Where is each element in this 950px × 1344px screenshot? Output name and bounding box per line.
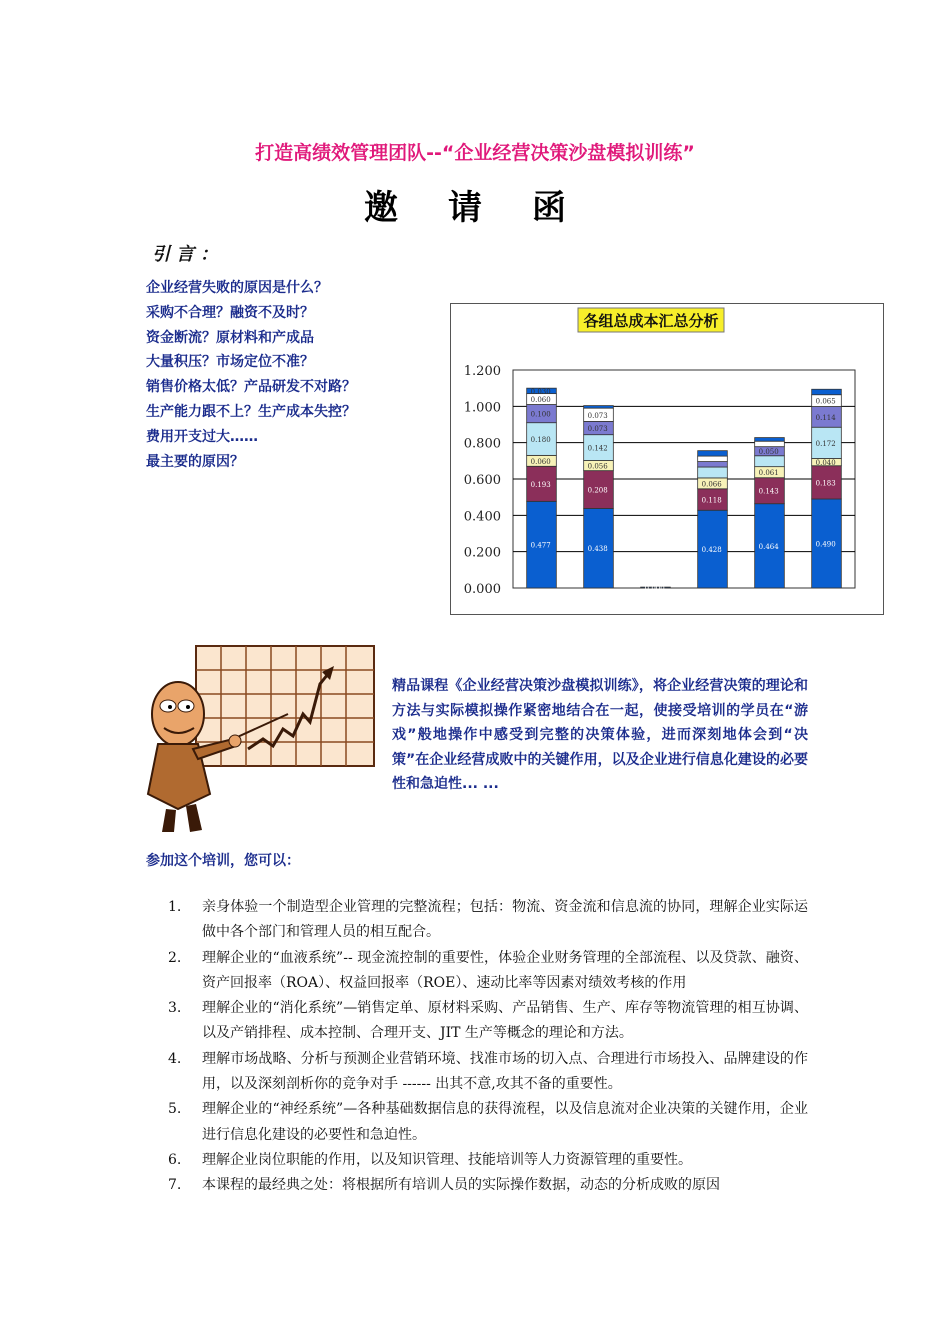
cost-chart xyxy=(450,303,884,615)
bar-segment xyxy=(698,456,728,461)
data-label: 0.060 xyxy=(530,457,551,466)
chart-title: 各组总成本汇总分析 xyxy=(583,312,719,330)
list-item xyxy=(168,946,808,997)
y-tick-label: 0.400 xyxy=(463,509,501,525)
y-tick-label: 0.200 xyxy=(463,545,501,561)
list-text: 本课程的最经典之处：将根据所有培训人员的实际操作数据，动态的分析成败的原因 xyxy=(202,1177,720,1194)
question-item: 大量积压？市场定位不准？ xyxy=(146,354,314,371)
list-item xyxy=(168,895,808,946)
page-title: 邀请函 xyxy=(364,188,616,228)
bar-segment xyxy=(755,456,785,467)
data-label: 0.000 xyxy=(644,584,665,593)
y-tick-label: 0.800 xyxy=(463,436,501,452)
list-text: 理解企业的“血液系统”-- 现金流控制的重要性，体验企业财务管理的全部流程、以及贷款、融资、资产回报率（ROA）、权益回报率（ROE）、速动比率等因素对绩效考核的作用 xyxy=(202,949,808,991)
question-item: 最主要的原因？ xyxy=(146,453,244,470)
list-number: 6. xyxy=(168,1151,182,1168)
data-label: 0.040 xyxy=(815,459,836,468)
cost-chart-svg xyxy=(451,304,883,614)
list-text: 理解企业岗位职能的作用，以及知识管理、技能培训等人力资源管理的重要性。 xyxy=(202,1151,692,1168)
question-item: 采购不合理？融资不及时？ xyxy=(146,304,314,321)
y-tick-label: 0.600 xyxy=(463,473,501,488)
question-item: 企业经营失败的原因是什么？ xyxy=(146,280,328,296)
page-subtitle: 打造高绩效管理团队--“企业经营决策沙盘模拟训练” xyxy=(255,142,695,164)
data-label: 0.030 xyxy=(530,387,551,396)
data-label: 0.142 xyxy=(587,444,608,453)
list-text: 理解市场战略、分析与预测企业营销环境、找准市场的切入点、合理进行市场投入、品牌建设的作用，以及深刻剖析你的竞争对手 ------ 出其不意,攻其不备的重要性。 xyxy=(202,1050,808,1093)
question-list xyxy=(146,276,356,474)
data-label: 0.183 xyxy=(815,479,836,488)
bar-segment xyxy=(698,451,728,456)
question-item: 生产能力跟不上？生产成本失控？ xyxy=(146,403,356,420)
data-label: 0.118 xyxy=(701,496,722,505)
benefits-heading: 参加这个培训，您可以： xyxy=(146,853,300,869)
data-label: 0.193 xyxy=(530,480,551,489)
data-label: 0.100 xyxy=(530,410,551,419)
y-tick-label: 0.000 xyxy=(463,582,501,597)
data-label: 0.490 xyxy=(815,540,836,549)
list-text: 亲身体验一个制造型企业管理的完整流程；包括：物流、资金流和信息流的协同，理解企业实际运做中各个部门和管理人员的相互配合。 xyxy=(202,899,808,941)
list-item xyxy=(168,1173,808,1198)
list-number: 5. xyxy=(168,1101,182,1118)
bar-segment xyxy=(755,438,785,442)
question-item: 费用开支过大…… xyxy=(146,428,258,445)
y-tick-label: 1.000 xyxy=(463,400,501,416)
bar-segment xyxy=(698,462,728,467)
presenter-chart-icon xyxy=(138,644,378,834)
data-label: 0.438 xyxy=(587,545,608,554)
list-text: 理解企业的“消化系统”—销售定单、原材料采购、产品销售、生产、库存等物流管理的相互协调、以及产销排程、成本控制、合理开支、JIT 生产等概念的理论和方法。 xyxy=(202,1000,808,1042)
list-number: 1. xyxy=(168,899,182,915)
data-label: 0.180 xyxy=(530,436,551,445)
data-label: 0.114 xyxy=(815,413,836,422)
data-label: 0.143 xyxy=(758,487,779,496)
bar-segment xyxy=(584,406,614,409)
data-label: 0.061 xyxy=(758,469,779,478)
data-label: 0.073 xyxy=(587,425,608,434)
list-item xyxy=(168,996,808,1047)
list-item xyxy=(168,1047,808,1098)
data-label: 0.073 xyxy=(587,411,608,420)
data-label: 0.428 xyxy=(701,546,722,555)
data-label: 0.050 xyxy=(758,448,779,457)
data-label: 0.464 xyxy=(758,542,779,551)
data-label: 0.056 xyxy=(587,462,608,471)
bar-segment xyxy=(812,389,842,394)
data-label: 0.477 xyxy=(530,541,551,550)
bar-segment xyxy=(755,441,785,446)
benefits-list xyxy=(168,895,808,1199)
course-description: 精品课程《企业经营决策沙盘模拟训练》，将企业经营决策的理论和方法与实际模拟操作紧密地结合在一起，使接受培训的学员在“游戏”般地操作中感受到完整的决策体验，进而深刻地体会到“决策”在企业经营成败中的关键作用，以及企业进行信息化建设的必要性和急迫性... ... xyxy=(392,678,808,793)
question-item: 资金断流？原材料和产成品 xyxy=(146,329,314,346)
list-number: 2. xyxy=(168,949,182,966)
intro-label: 引言： xyxy=(152,244,224,265)
data-label: 0.066 xyxy=(701,480,722,489)
list-item xyxy=(168,1097,808,1148)
list-item xyxy=(168,1148,808,1173)
list-number: 3. xyxy=(168,1000,182,1017)
data-label: 0.060 xyxy=(530,396,551,405)
data-label: 0.065 xyxy=(815,397,836,406)
list-text: 理解企业的“神经系统”—各种基础数据信息的获得流程，以及信息流对企业决策的关键作用，企业进行信息化建设的必要性和急迫性。 xyxy=(202,1101,808,1143)
question-item: 销售价格太低？产品研发不对路？ xyxy=(146,379,356,396)
data-label: 0.172 xyxy=(815,439,836,448)
list-number: 7. xyxy=(168,1177,182,1194)
y-tick-label: 1.200 xyxy=(463,364,501,379)
list-number: 4. xyxy=(168,1050,182,1067)
bar-segment xyxy=(698,467,728,478)
presenter-illustration xyxy=(138,644,378,838)
data-label: 0.208 xyxy=(587,486,608,495)
